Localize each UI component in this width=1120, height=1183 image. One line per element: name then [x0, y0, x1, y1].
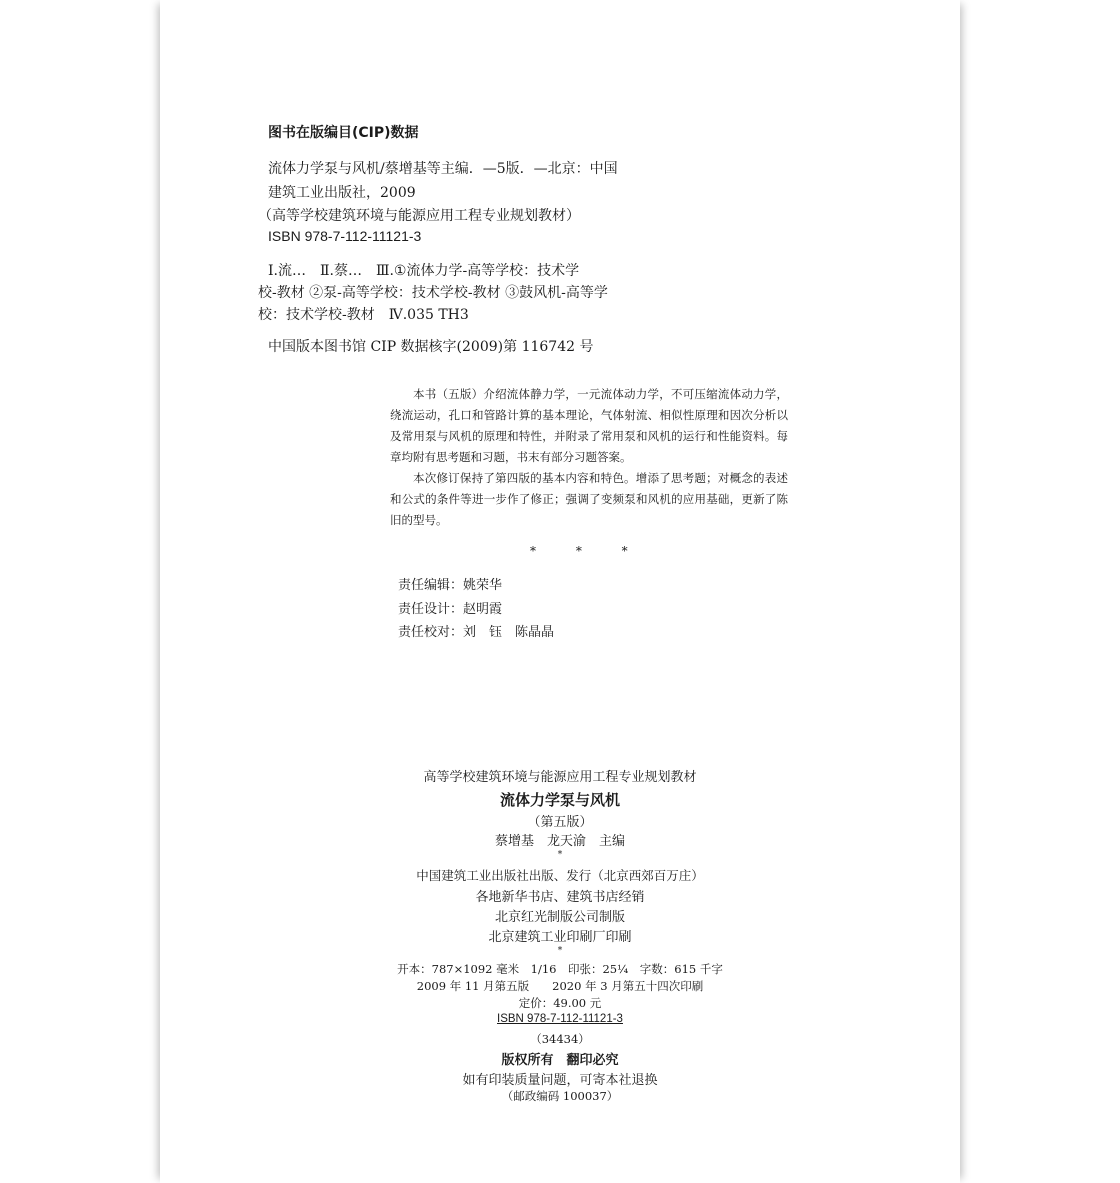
cip-isbn: ISBN 978-7-112-11121-3	[268, 228, 422, 244]
summary-paragraph: 本次修订保持了第四版的基本内容和特色。增添了思考题；对概念的表述和公式的条件等进一步作了修正；强调了变频泵和风机的应用基础，更新了陈旧的型号。	[390, 471, 788, 527]
cip-heading: 图书在版编目(CIP)数据	[268, 125, 419, 141]
imprint-title: 流体力学泵与风机	[499, 791, 620, 809]
staff-designer: 责任设计：赵明霞	[398, 602, 503, 617]
imprint-plate: 北京红光制版公司制版	[494, 910, 625, 925]
star-mark: *	[575, 544, 582, 558]
star-mark: *	[621, 544, 628, 558]
imprint-isbn: ISBN 978-7-112-11121-3	[497, 1013, 623, 1025]
cip-record-number: 中国版本图书馆 CIP 数据核字(2009)第 116742 号	[268, 339, 594, 355]
imprint-code: （34434）	[530, 1032, 590, 1046]
star-mark: *	[530, 544, 536, 558]
star-divider	[530, 544, 664, 558]
imprint-printing-dates: 2009 年 11 月第五版 2020 年 3 月第五十四次印刷	[416, 979, 704, 993]
imprint-star: *	[557, 850, 563, 860]
imprint-edition: （第五版）	[527, 815, 593, 830]
book-copyright-page	[160, 0, 960, 1183]
book-summary	[390, 384, 788, 531]
cip-series-line: （高等学校建筑环境与能源应用工程专业规划教材）	[258, 208, 580, 224]
staff-proofreader: 责任校对：刘 钰 陈晶晶	[398, 625, 555, 640]
summary-paragraph: 本书（五版）介绍流体静力学，一元流体动力学，不可压缩流体动力学，绕流运动，孔口和管路计算的基本理论，气体射流、相似性原理和因次分析以及常用泵与风机的原理和特性，并附录了常用泵和风机的运行和性能资料。每章均附有思考题和习题，书末有部分习题答案。	[390, 387, 788, 464]
imprint-postcode: （邮政编码 100037）	[501, 1089, 619, 1103]
cip-line: 流体力学泵与风机/蔡增基等主编．—5版．—北京：中国	[268, 161, 618, 177]
imprint-format: 开本：787×1092 毫米 1/16 印张：25¼ 字数：615 千字	[397, 962, 723, 976]
imprint-rights: 版权所有 翻印必究	[501, 1053, 619, 1068]
cip-classification-line: 校：技术学校-教材 Ⅳ.035 TH3	[258, 307, 469, 323]
imprint-star: *	[557, 946, 563, 956]
cip-classification-line: Ⅰ.流… Ⅱ.蔡… Ⅲ.①流体力学-高等学校：技术学	[268, 263, 580, 279]
staff-editor: 责任编辑：姚荣华	[398, 578, 503, 593]
imprint-series: 高等学校建筑环境与能源应用工程专业规划教材	[423, 770, 697, 785]
cip-classification-line: 校-教材 ②泵-高等学校：技术学校-教材 ③鼓风机-高等学	[258, 285, 608, 301]
imprint-return-notice: 如有印装质量问题，可寄本社退换	[462, 1073, 658, 1088]
cip-line: 建筑工业出版社，2009	[268, 185, 416, 201]
imprint-printer: 北京建筑工业印刷厂印刷	[488, 930, 632, 945]
imprint-distributor: 各地新华书店、建筑书店经销	[475, 890, 645, 905]
imprint-editors: 蔡增基 龙天渝 主编	[494, 834, 625, 849]
imprint-publisher: 中国建筑工业出版社出版、发行（北京西郊百万庄）	[416, 868, 704, 883]
imprint-price: 定价：49.00 元	[518, 996, 602, 1010]
